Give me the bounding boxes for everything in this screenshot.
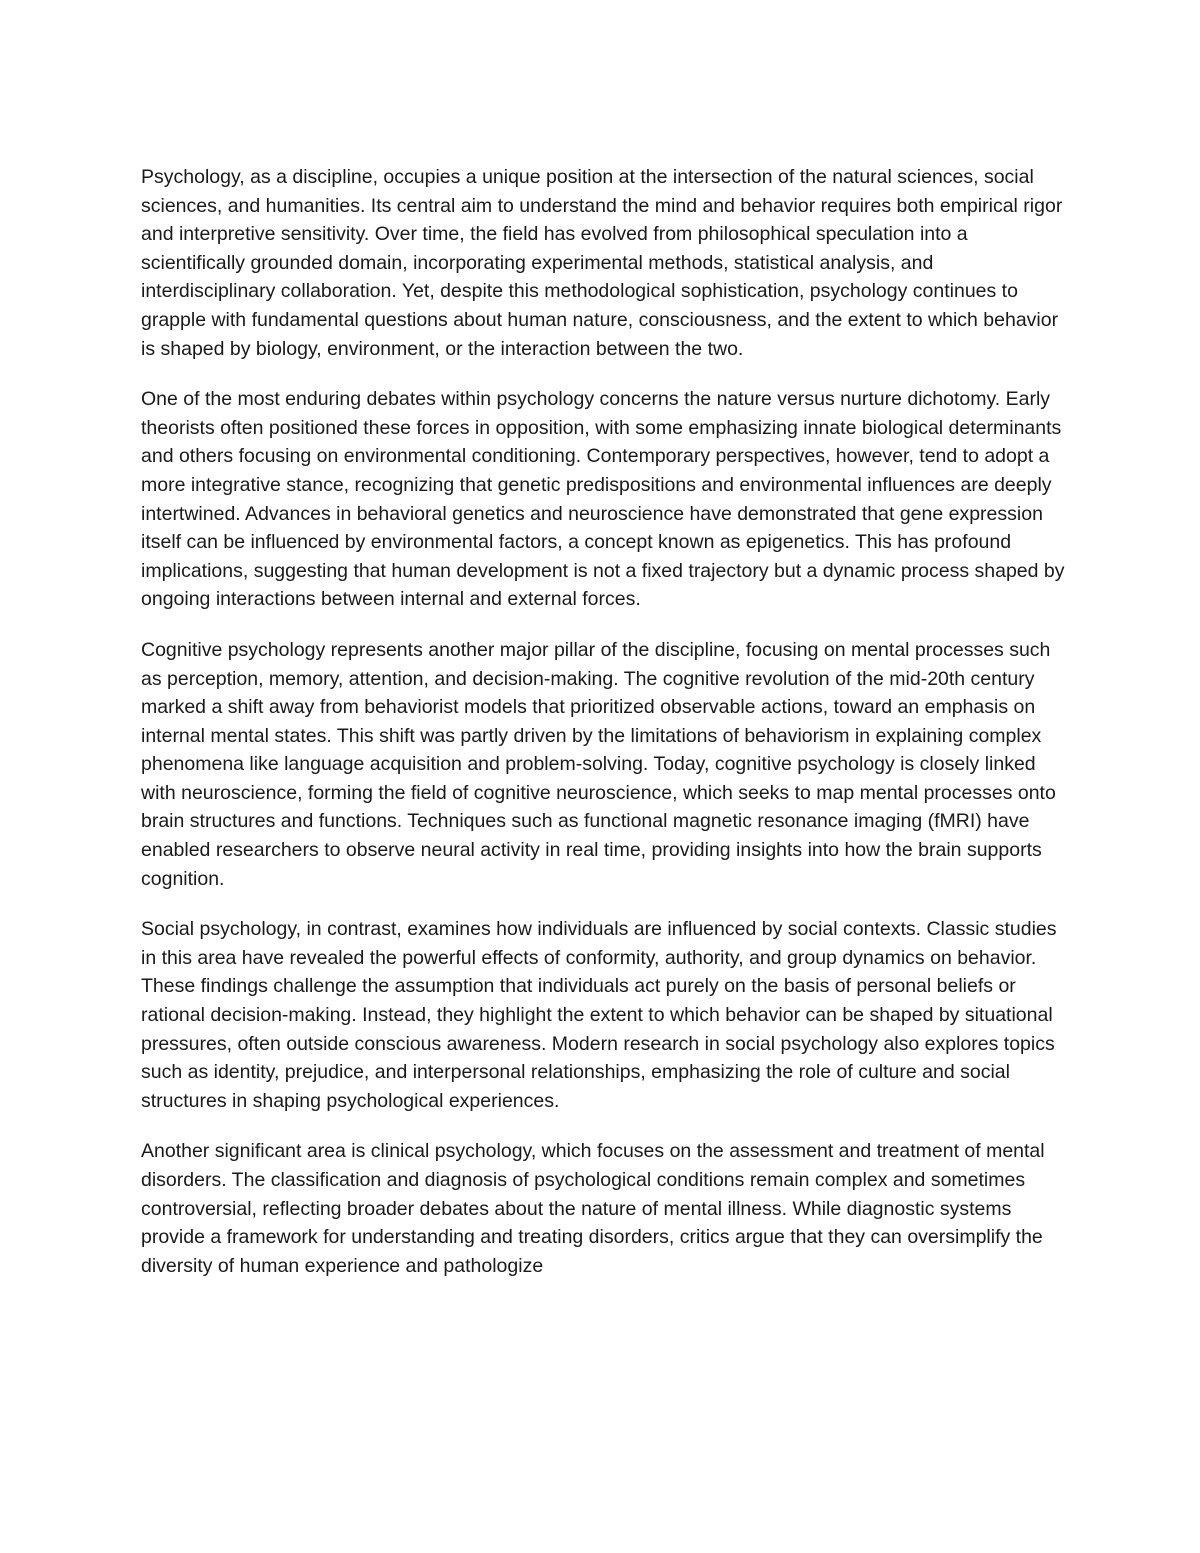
paragraph-nature-nurture: One of the most enduring debates within psychology concerns the nature versus nurture dichotomy. Early theorists often positioned these forces in opposition, with some emphasizing innate biological determinants and others focusing on environmental conditioning. Contemporary perspectives, however, tend to adopt a more integrative stance, recognizing that genetic predispositions and environmental influences are deeply intertwined. Advances in behavioral genetics and neuroscience have demonstrated that gene expression itself can be influenced by environmental factors, a concept known as epigenetics. This has profound implications, suggesting that human development is not a fixed trajectory but a dynamic process shaped by ongoing interactions between internal and external forces. [141,388,1065,611]
document-body [141,163,1066,1280]
paragraph-social-psychology: Social psychology, in contrast, examines how individuals are influenced by social contexts. Classic studies in this area have revealed the powerful effects of conformity, authority, and group dynamics on behavior. These findings challenge the assumption that individuals act purely on the basis of personal beliefs or rational decision-making. Instead, they highlight the extent to which behavior can be shaped by situational pressures, often outside conscious awareness. Modern research in social psychology also explores topics such as identity, prejudice, and interpersonal relationships, emphasizing the role of culture and social structures in shaping psychological experiences. [141,918,1057,1112]
paragraph-cognitive-psychology: Cognitive psychology represents another major pillar of the discipline, focusing on mental processes such as perception, memory, attention, and decision-making. The cognitive revolution of the mid-20th century marked a shift away from behaviorist models that prioritized observable actions, toward an emphasis on internal mental states. This shift was partly driven by the limitations of behaviorism in explaining complex phenomena like language acquisition and problem-solving. Today, cognitive psychology is closely linked with neuroscience, forming the field of cognitive neuroscience, which seeks to map mental processes onto brain structures and functions. Techniques such as functional magnetic resonance imaging (fMRI) have enabled researchers to observe neural activity in real time, providing insights into how the brain supports cognition. [141,638,1056,890]
paragraph-intro: Psychology, as a discipline, occupies a unique position at the intersection of the natural sciences, social sciences, and humanities. Its central aim to understand the mind and behavior requires both empirical rigor and interpretive sensitivity. Over time, the field has evolved from philosophical speculation into a scientifically grounded domain, incorporating experimental methods, statistical analysis, and interdisciplinary collaboration. Yet, despite this methodological sophistication, psychology continues to grapple with fundamental questions about human nature, consciousness, and the extent to which behavior is shaped by biology, environment, or the interaction between the two. [141,166,1063,360]
paragraph-clinical-psychology: Another significant area is clinical psychology, which focuses on the assessment and treatment of mental disorders. The classification and diagnosis of psychological conditions remain complex and sometimes controversial, reflecting broader debates about the nature of mental illness. While diagnostic systems provide a framework for understanding and treating disorders, critics argue that they can oversimplify the diversity of human experience and pathologize [141,1140,1045,1277]
